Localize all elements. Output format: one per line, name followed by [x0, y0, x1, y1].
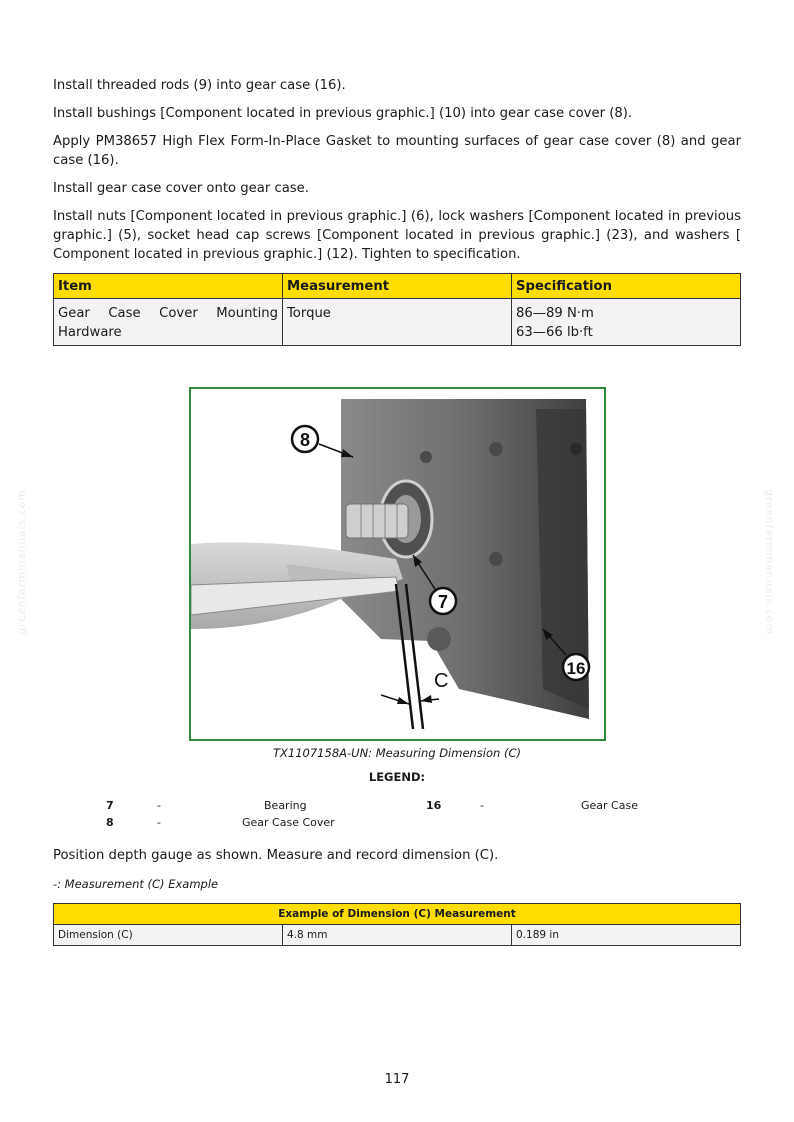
cell-dimension-name: Dimension (C)	[54, 925, 283, 946]
spec-metric: 86—89 N·m	[516, 306, 594, 321]
cell-dimension-in: 0.189 in	[512, 925, 741, 946]
paragraph-2: Install bushings [Component located in previous graphic.] (10) into gear case cover (8).	[53, 106, 633, 121]
table-row	[54, 925, 741, 946]
callout-7: 7	[437, 592, 449, 612]
cell-specification	[512, 299, 741, 346]
cell-measurement: Torque	[283, 299, 512, 346]
paragraph-1: Install threaded rods (9) into gear case (16).	[53, 78, 346, 93]
table-row	[54, 299, 741, 346]
measure-instruction: Position depth gauge as shown. Measure and record dimension (C).	[53, 848, 499, 863]
watermark-left: greenfarmmanuals.com	[16, 489, 28, 635]
cell-item: Gear Case Cover Mounting Hardware	[54, 299, 283, 346]
example-label: -: Measurement (C) Example	[53, 877, 219, 891]
legend-num-8: 8	[106, 816, 114, 829]
dimension-c-label: C	[434, 670, 449, 692]
page-number: 117	[384, 1072, 410, 1087]
cell-dimension-mm: 4.8 mm	[283, 925, 512, 946]
legend-title: LEGEND:	[368, 770, 426, 784]
paragraph-5: Install nuts [Component located in previous graphic.] (6), lock washers [Component located in previous graphic.] (5), socket head cap screws [Component located in previous graphic.] (23), and washers [ Component located in previous graphic.] (12). Tighten to specification.	[53, 209, 741, 262]
dim-table-header	[54, 904, 741, 925]
legend-label-gear-case-cover: Gear Case Cover	[242, 816, 335, 829]
header-item: Item	[54, 274, 283, 299]
header-specification: Specification	[512, 274, 741, 299]
callout-16: 16	[566, 659, 586, 678]
legend-dash-8: -	[157, 816, 161, 829]
spec-imperial: 63—66 lb·ft	[516, 325, 593, 340]
instructions	[53, 76, 741, 346]
figure-photo	[191, 389, 604, 739]
watermark-right: greenfarmmanuals.com	[763, 489, 775, 635]
header-measurement: Measurement	[283, 274, 512, 299]
torque-spec-table	[53, 273, 741, 346]
dimension-example-table	[53, 903, 741, 946]
paragraph-3: Apply PM38657 High Flex Form-In-Place Gasket to mounting surfaces of gear case cover (8) and gear case (16).	[53, 134, 741, 168]
legend-num-16: 16	[426, 799, 442, 812]
dim-table-title: Example of Dimension (C) Measurement	[54, 904, 741, 925]
shaft	[346, 504, 408, 538]
legend-label-bearing: Bearing	[264, 799, 307, 812]
measuring-figure	[189, 387, 606, 741]
legend-dash-16: -	[480, 799, 484, 812]
figure-caption: TX1107158A-UN: Measuring Dimension (C)	[273, 746, 521, 760]
callout-8: 8	[299, 430, 311, 450]
paragraph-4: Install gear case cover onto gear case.	[53, 181, 309, 196]
spec-table-header	[54, 274, 741, 299]
legend-dash-7: -	[157, 799, 161, 812]
legend-num-7: 7	[106, 799, 114, 812]
legend-label-gear-case: Gear Case	[581, 799, 638, 812]
